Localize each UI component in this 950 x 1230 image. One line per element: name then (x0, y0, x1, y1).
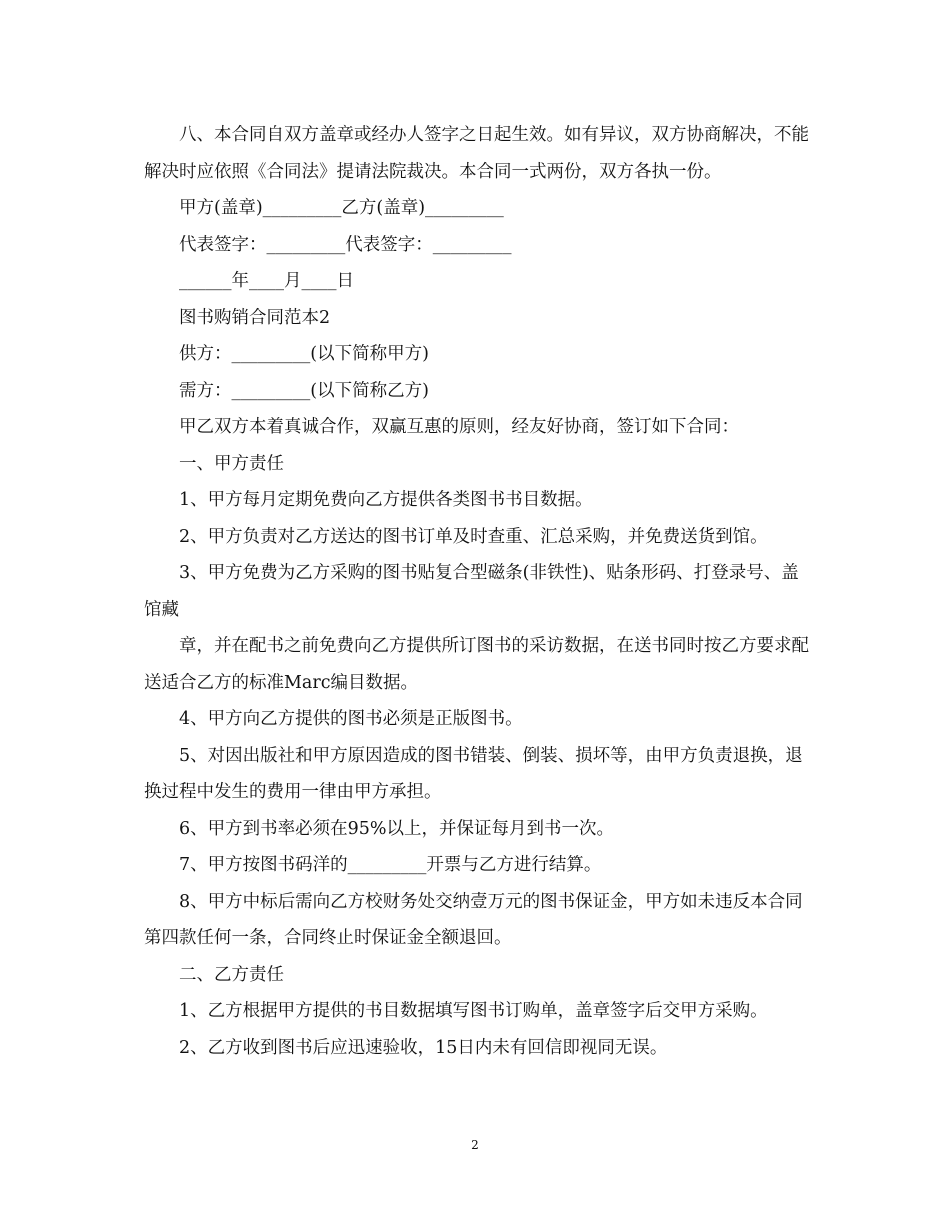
buyer-line: 需方：_________(以下简称乙方) (179, 380, 429, 401)
supplier-line: 供方：_________(以下简称甲方) (179, 344, 429, 364)
party-a-item-5: 5、对因出版社和甲方原因造成的图书错装、倒装、损坏等，由甲方负责退换，退换过程中发生的费用一律由甲方承担。 (144, 745, 803, 802)
party-a-item-6: 6、甲方到书率必须在95%以上，并保证每月到书一次。 (179, 818, 615, 839)
contract-template-title: 图书购销合同范本2 (179, 307, 331, 328)
party-a-item-3-continued: 章，并在配书之前免费向乙方提供所订图书的采访数据，在送书同时按乙方要求配送适合乙方的标准Marc编目数据。 (144, 636, 809, 693)
party-a-item-2: 2、甲方负责对乙方送达的图书订单及时查重、汇总采购，并免费送货到馆。 (179, 526, 768, 547)
signature-representative-line: 代表签字：_________代表签字：_________ (179, 234, 512, 255)
party-a-item-8: 8、甲方中标后需向乙方校财务处交纳壹万元的图书保证金，甲方如未违反本合同第四款任何一条，合同终止时保证金全额退回。 (144, 891, 803, 948)
page-number: 2 (471, 1138, 479, 1152)
party-b-item-2: 2、乙方收到图书后应迅速验收，15日内未有回信即视同无误。 (179, 1037, 668, 1058)
section-heading-party-a: 一、甲方责任 (179, 453, 284, 474)
section-heading-party-b: 二、乙方责任 (179, 964, 284, 985)
party-a-item-3: 3、甲方免费为乙方采购的图书贴复合型磁条(非铁性)、贴条形码、打登录号、盖馆藏 (144, 563, 799, 620)
clause-8-effective-paragraph: 八、本合同自双方盖章或经办人签字之日起生效。如有异议，双方协商解决，不能解决时应依照《合同法》提请法院裁决。本合同一式两份，双方各执一份。 (144, 125, 809, 182)
party-a-item-4: 4、甲方向乙方提供的图书必须是正版图书。 (179, 709, 523, 729)
party-b-item-1: 1、乙方根据甲方提供的书目数据填写图书订购单，盖章签字后交甲方采购。 (179, 1001, 768, 1021)
signature-seal-line: 甲方(盖章)_________乙方(盖章)_________ (179, 198, 504, 218)
signature-date-line: ______年____月____日 (179, 271, 354, 291)
party-a-item-1: 1、甲方每月定期免费向乙方提供各类图书书目数据。 (179, 490, 593, 510)
preamble-paragraph: 甲乙双方本着真诚合作，双赢互惠的原则，经友好协商，签订如下合同： (179, 417, 739, 437)
document-body (144, 117, 814, 1066)
party-a-item-7: 7、甲方按图书码洋的_________开票与乙方进行结算。 (179, 855, 602, 875)
